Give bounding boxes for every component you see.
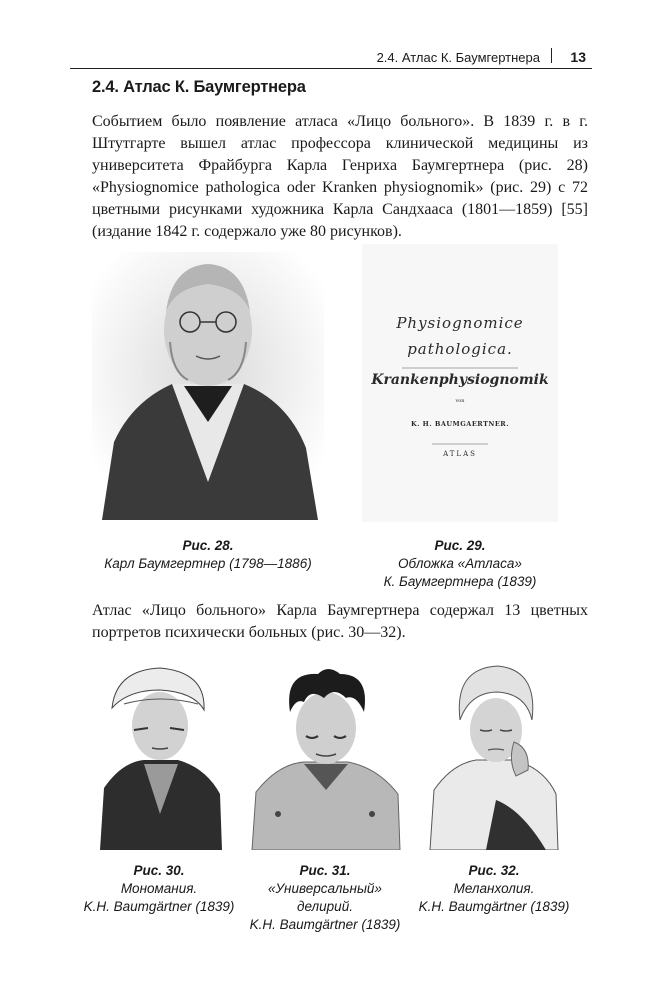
caption-number: Рис. 32. <box>468 863 520 878</box>
caption-text: K.H. Baumgärtner (1839) <box>83 899 235 914</box>
figure-32-melancholia-portrait <box>426 660 560 850</box>
caption-figure-29 <box>360 537 560 591</box>
caption-text: Мономания. <box>120 881 198 896</box>
page-number: 13 <box>570 49 586 65</box>
cover-title-line-3: Krankenphysiognomik <box>371 372 549 388</box>
figure-31-delirium-portrait <box>248 664 402 850</box>
section-title: 2.4. Атлас К. Баумгертнера <box>92 78 306 96</box>
figure-29-atlas-cover <box>362 244 558 522</box>
caption-text: Карл Баумгертнер (1798—1886) <box>104 556 312 571</box>
cover-by-line: von <box>455 398 465 404</box>
cover-title-line-1: Physiognomice <box>396 314 524 332</box>
caption-text: делирий. <box>297 899 353 914</box>
cover-atlas-label: ATLAS <box>443 450 477 458</box>
caption-figure-30 <box>64 862 254 916</box>
caption-number: Рис. 28. <box>182 538 234 553</box>
running-header <box>70 44 592 69</box>
cover-title-line-2: pathologica. <box>407 340 513 358</box>
caption-number: Рис. 30. <box>133 863 185 878</box>
caption-figure-28 <box>84 537 332 573</box>
caption-text: Меланхолия. <box>453 881 535 896</box>
caption-figure-32 <box>404 862 584 916</box>
paragraph-portraits: Атлас «Лицо больного» Карла Баумгертнера содержал 13 цветных портретов психически больных (рис. 30—32). <box>92 602 588 641</box>
caption-text: Обложка «Атласа» <box>398 556 522 571</box>
caption-text: K.H. Baumgärtner (1839) <box>418 899 570 914</box>
running-header-separator <box>551 48 552 63</box>
figure-30-monomania-portrait <box>94 664 226 850</box>
caption-text: K.H. Baumgärtner (1839) <box>249 917 401 932</box>
caption-number: Рис. 29. <box>434 538 486 553</box>
paragraph-intro: Событием было появление атласа «Лицо больного». В 1839 г. в г. Штутгарте вышел атлас профессора клинической медицины из университета Фрайбурга Карла Генриха Баумгертнера (рис. 28) «Physiognomice pathologica oder Kranken physiognomik» (рис. 29) с 72 цветными рисунками художника Карла Сандхааса (1801—1859) [55] (издание 1842 г. содержало уже 80 рисунков). <box>92 113 588 240</box>
running-header-title: 2.4. Атлас К. Баумгертнера <box>376 50 540 65</box>
caption-number: Рис. 31. <box>299 863 351 878</box>
caption-text: «Универсальный» <box>268 881 382 896</box>
caption-text: К. Баумгертнера (1839) <box>383 574 537 589</box>
caption-figure-31 <box>230 862 420 934</box>
cover-author: K. H. BAUMGAERTNER. <box>411 420 509 428</box>
figure-28-portrait-baumgartner <box>92 252 324 520</box>
